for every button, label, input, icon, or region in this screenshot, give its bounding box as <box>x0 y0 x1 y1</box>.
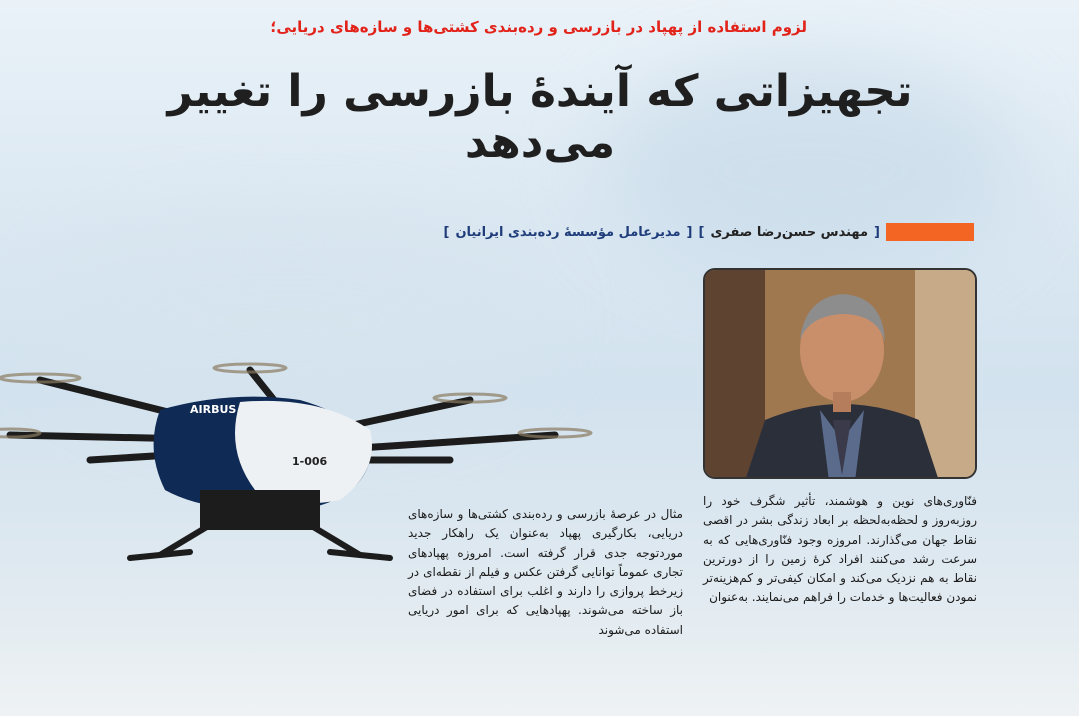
author-role: مدیرعامل مؤسسهٔ رده‌بندی ایرانیان <box>455 224 681 240</box>
article-column-left <box>408 505 683 640</box>
accent-bar <box>886 223 974 241</box>
author-portrait-illustration <box>705 270 977 479</box>
headline: تجهیزاتی که آیندهٔ بازرسی را تغییر می‌دهد <box>167 66 913 168</box>
author-name: مهندس حسن‌رضا صفری <box>710 224 869 240</box>
bracket-open: [ <box>686 224 693 240</box>
article-column-right <box>703 492 977 608</box>
drone-brand-label: AIRBUS <box>190 403 237 416</box>
bracket-open: [ <box>874 224 880 240</box>
supertitle: لزوم استفاده از پهپاد در بازرسی و رده‌بندی کشتی‌ها و سازه‌های دریایی؛ <box>270 18 807 36</box>
bracket-close: ] <box>698 224 705 240</box>
author-photo <box>703 268 977 479</box>
drone-code-label: 1-006 <box>292 455 328 468</box>
paragraph: فنّاوری‌های نوین و هوشمند، تأثیر شگرف خود را روزبه‌روز و لحظه‌به‌لحظه بر ابعاد زندگی بشر در اقصی نقاط جهان می‌گذارند. امروزه وجود فنّاوری‌هایی که به سرعت رشد می‌کنند افراد کرهٔ زمین را از دورترین نقاط به هم نزدیک می‌کند و امکان کیفی‌تر و کم‌هزینه‌تر نمودن فعالیت‌ها و خدمات را فراهم می‌نمایند. به‌عنوان <box>703 494 977 605</box>
bracket-close: ] <box>443 224 450 240</box>
paragraph: مثال در عرصهٔ بازرسی و رده‌بندی کشتی‌ها و سازه‌های دریایی، بکارگیری پهپاد به‌عنوان یک راهکار جدید موردتوجه جدی قرار گرفته است. امروزه پهپادهای تجاری عموماً توانایی گرفتن عکس و فیلم از نقطه‌ای در زیرخط پروازی را دارند و اغلب برای استفاده در فضای باز ساخته می‌شوند. پهپادهایی که برای امور دریایی استفاده می‌شوند <box>408 507 683 637</box>
byline <box>440 222 974 242</box>
